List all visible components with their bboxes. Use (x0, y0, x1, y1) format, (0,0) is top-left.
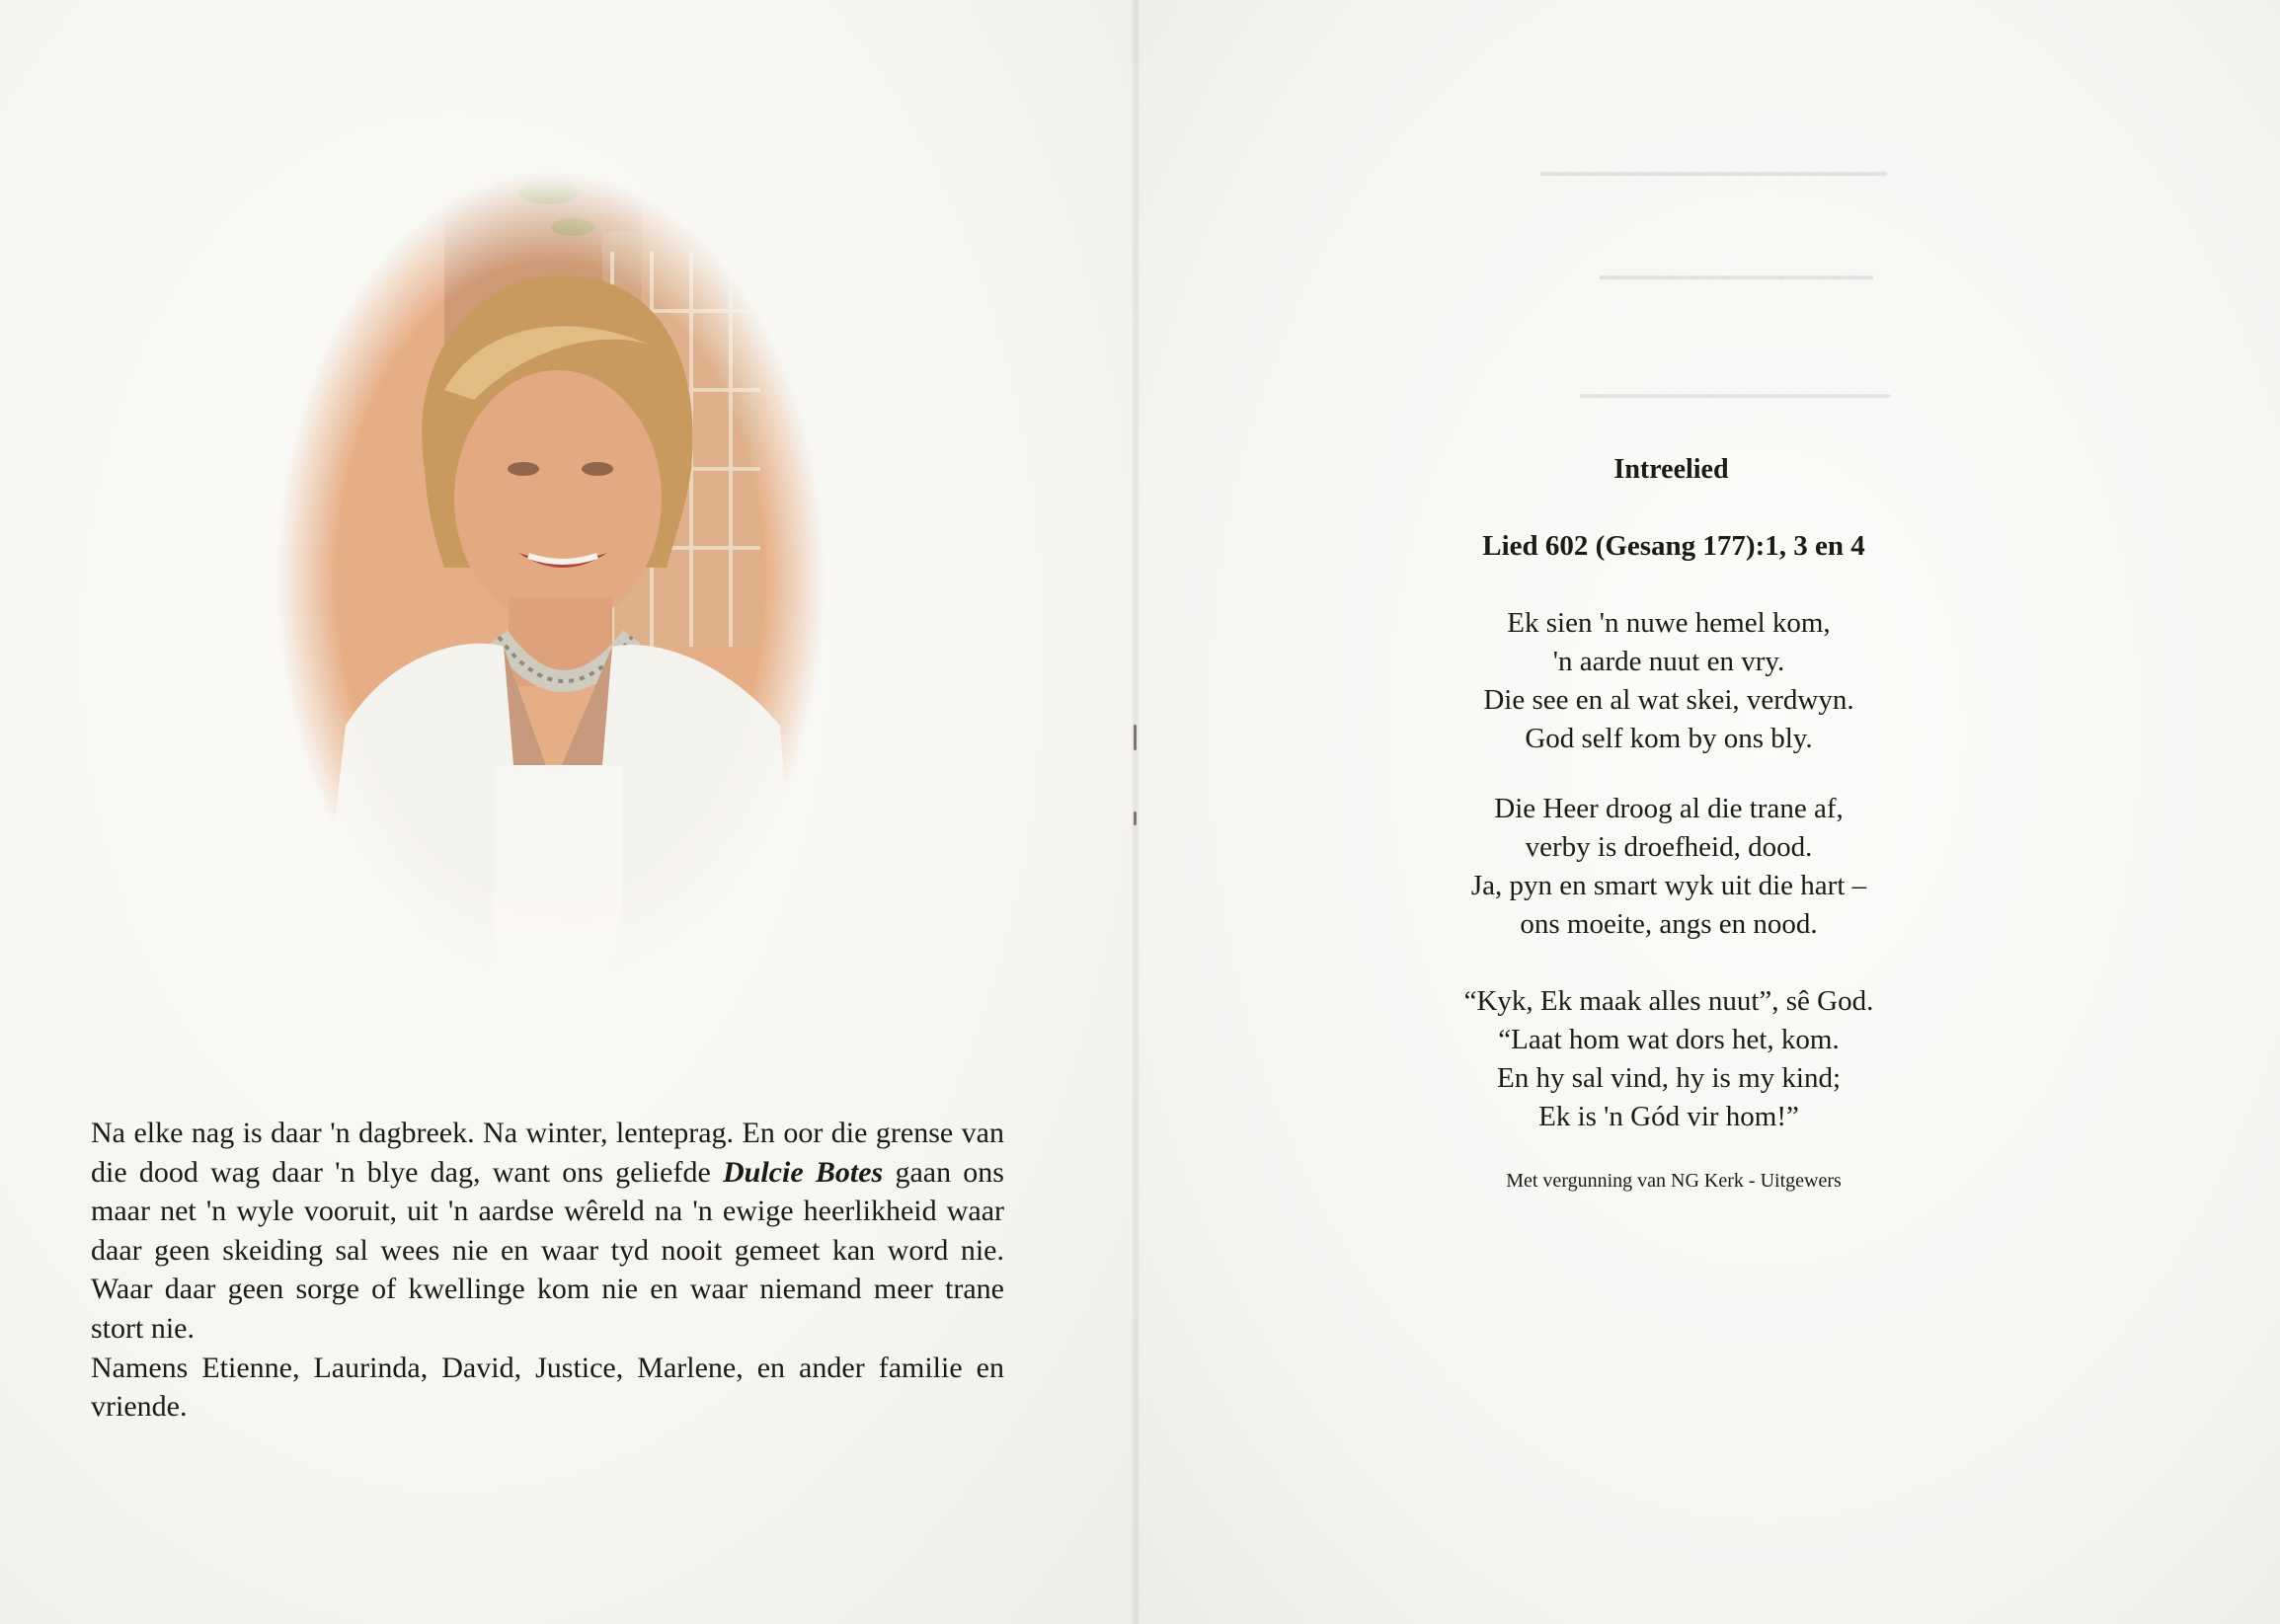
verse-line: verby is droefheid, dood. (1525, 831, 1813, 863)
bleed-through-text: ▁▁▁▁▁▁▁▁▁▁▁▁▁▁▁ (1600, 254, 1873, 279)
permission-credit: Met vergunning van NG Kerk - Uitgewers (1506, 1170, 1842, 1192)
hymn-verse-3 (1363, 982, 1975, 1136)
verse-line: En hy sal vind, hy is my kind; (1497, 1062, 1841, 1094)
deceased-name: Dulcie Botes (723, 1155, 884, 1189)
verse-line: “Kyk, Ek maak alles nuut”, sê God. (1463, 985, 1874, 1017)
staple-bottom (1134, 812, 1137, 825)
hymn-reference: Lied 602 (Gesang 177):1, 3 en 4 (1482, 530, 1865, 562)
hymn-verse-1 (1363, 604, 1975, 758)
tribute-text-intro: Na elke nag is daar 'n dagbreek. Na winter, lenteprag. En oor die grense van die dood wag daar 'n blye dag, want ons geliefde (91, 1117, 1004, 1189)
portrait-photo (276, 173, 825, 987)
verse-line: Ek sien 'n nuwe hemel kom, (1507, 607, 1831, 639)
verse-line: Ja, pyn en smart wyk uit die hart – (1470, 870, 1867, 901)
staple-top (1134, 725, 1137, 750)
bleed-through-text: ▁▁▁▁▁▁▁▁▁▁▁▁▁▁▁▁▁▁▁ (1540, 150, 1887, 176)
tribute-paragraph (91, 1114, 1004, 1427)
hymn-title: Intreelied (1613, 454, 1729, 485)
family-line: Namens Etienne, Laurinda, David, Justice, Marlene, en ander familie en vriende. (91, 1351, 1004, 1424)
hymn-verse-2 (1363, 790, 1975, 944)
verse-line: ons moeite, angs en nood. (1520, 908, 1818, 940)
tribute-text-body: gaan ons maar net 'n wyle vooruit, uit 'n aardse wêreld na 'n ewige heerlikheid waar daar geen skeiding sal wees nie en waar tyd nooit gemeet kan word nie. Waar daar geen sorge of kwellinge kom nie en waar niemand meer trane stort nie. (91, 1155, 1004, 1345)
verse-line: 'n aarde nuut en vry. (1552, 646, 1785, 677)
bleed-through-text: ▁▁▁▁▁▁▁▁▁▁▁▁▁▁▁▁▁ (1580, 372, 1890, 398)
verse-line: “Laat hom wat dors het, kom. (1498, 1024, 1840, 1055)
verse-line: Die Heer droog al die trane af, (1494, 793, 1844, 824)
verse-line: Die see en al wat skei, verdwyn. (1483, 684, 1854, 716)
verse-line: Ek is 'n Gód vir hom!” (1538, 1101, 1799, 1132)
verse-line: God self kom by ons bly. (1525, 723, 1813, 754)
